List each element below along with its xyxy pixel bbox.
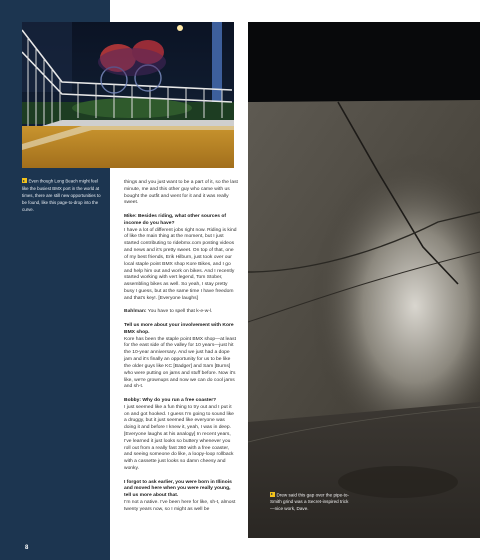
answer-income: I have a lot of different jobs right now. Riding is kind of like the main thing at the moment, but I just started contributing to ridebmx.com posting videos and news and it's pretty sweet. On top of that, one of my best friends, Erik Hilburn, just took over our local staple point BMX shop Kore Bikes, and I go and help him out and work on bikes. And I recently started working with vert legend, Tom Stober, assembling bikes as well. So yeah, I stay pretty busy I guess, but at the same time I have freedom and that's key!. [Everyone laughs] [124,227,237,301]
caption-right-text: Drew said this gap over the pipe-to-Smith grind was a Secret-inspired trick—nice work, Dave. [270,492,350,511]
speaker-bahlman: Bahlman: [124,309,147,315]
answer-illinois: I'm not a native. I've been here for like, sh-t, almost twenty years now, so I might as well be [124,500,236,512]
camera-caption-icon [22,178,27,183]
answer-kore-shop: Kore has been the staple point BMX shop—at least for the east side of the valley for 10 years—just hit the 10-year anniversary. And we just had a dope jam and it's finally an opportunity for us to be like the older guys like KC [Badger] and Sam [Burns] who were putting on jams and stuff before. Now it's like, we're grownups and now we can do cool jams and sh-t. [124,336,236,390]
question-free-coaster: Bobby: Why do you run a free coaster? [124,397,217,403]
concrete-ditch-photo [248,22,480,538]
question-illinois: I forgot to ask earlier, you were born in Illinois and moved here when you were really young, tell us more about that. [124,479,232,499]
article-body [124,180,238,521]
bahlman-remark-text: You have to spell that k-e-w-l. [147,309,213,315]
question-kore-shop: Tell us more about your involvement with Kore BMX shop. [124,323,234,335]
photo-caption-right [270,492,350,513]
intro-paragraph: things and you just want to be a part of it, so the last minute, me and this other guy who came with us bought the outfit and went for it and it was really sweet. [124,180,238,206]
camera-caption-icon [270,492,275,497]
night-riding-photo [22,22,234,168]
answer-free-coaster: I just seemed like a fun thing to try out and I put it on and got hooked. I guess I'm going to sound like a druggy, but it just seemed like everyone was doing it and before I knew it, yeah, I was in deep. [Everyone laughs at his analogy] In recent years, I've learned it just looks so buttery whenever you roll out from a really fast 360 with a free coaster, and seeing someone do like, a loopy-loop rollback with a cassette just looks so damn cheesy and wonky. [124,404,234,472]
caption-left-text: Even though Long Beach might feel like the busiest BMX port in the world at times, there are still new opportunities to be found, like this page-to-drop into the curve. [22,178,101,212]
photo-caption-left [22,178,104,213]
bahlman-remark [124,309,238,316]
question-income: Mike: Besides riding, what other sources of income do you have? [124,214,227,226]
page-number: 8 [25,545,29,551]
